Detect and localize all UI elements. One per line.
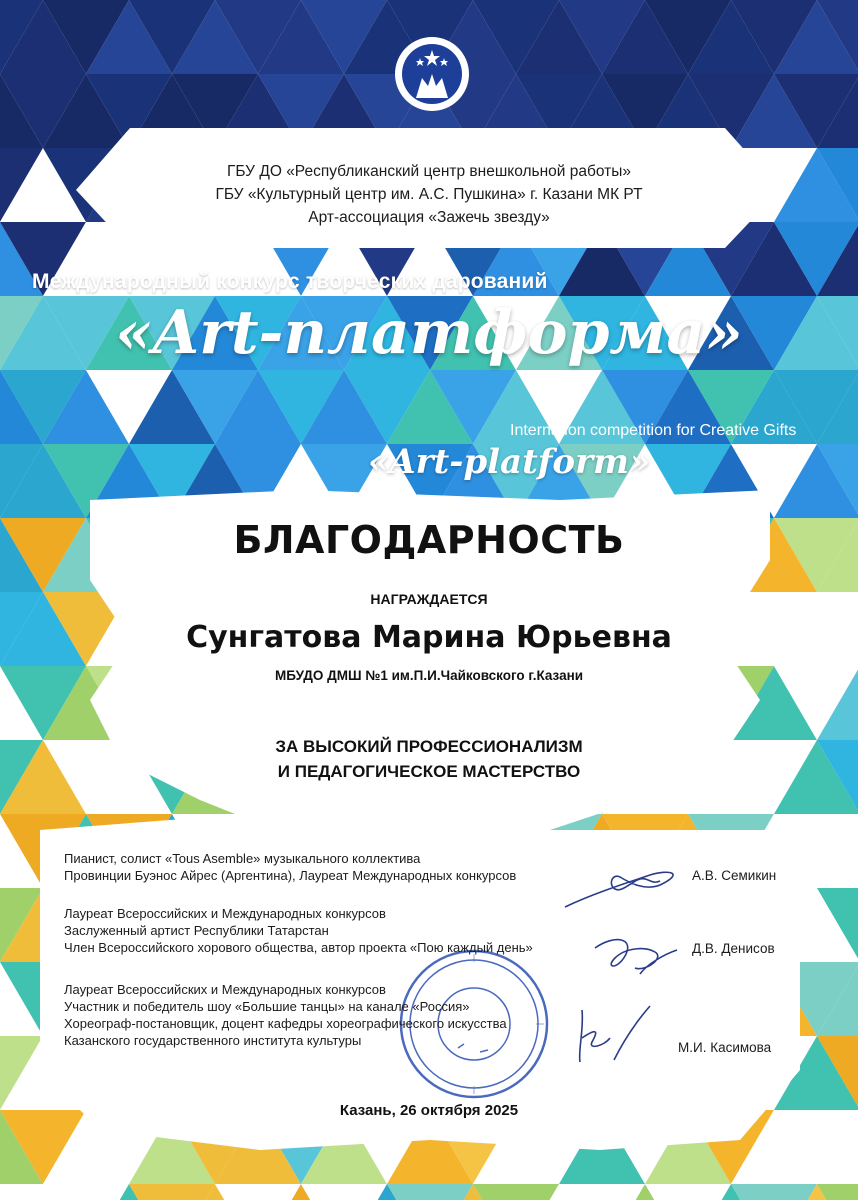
signatory-1-name: А.В. Семикин: [692, 868, 777, 883]
award-reason: [0, 734, 858, 784]
signature-denisov-icon: [585, 928, 685, 984]
credential-line: Член Всероссийского хорового общества, автор проекта «Пою каждый день»: [64, 940, 533, 955]
recipient-name: Сунгатова Марина Юрьевна: [186, 620, 672, 655]
competition-subtitle-en: Internation competition for Creative Gifts: [510, 422, 797, 439]
art-association-star-logo-icon: [392, 34, 472, 114]
background-triangle: [559, 1184, 645, 1200]
signatory-3-name: М.И. Касимова: [678, 1040, 772, 1055]
competition-subtitle-ru: Международный конкурс творческих дарований: [32, 270, 548, 293]
credential-line: Казанского государственного института культуры: [64, 1033, 362, 1048]
organizer-line: ГБУ «Культурный центр им. А.С. Пушкина» г. Казани МК РТ: [215, 186, 643, 203]
place-and-date: Казань, 26 октября 2025: [339, 1102, 519, 1119]
recipient-institution: МБУДО ДМШ №1 им.П.И.Чайковского г.Казани: [274, 668, 584, 683]
award-reason-line: ЗА ВЫСОКИЙ ПРОФЕССИОНАЛИЗМ: [275, 737, 583, 756]
background-triangle: [215, 1184, 301, 1200]
awarded-label: НАГРАЖДАЕТСЯ: [370, 591, 488, 607]
credential-line: Участник и победитель шоу «Большие танцы» на канале «Россия»: [64, 999, 470, 1014]
credential-line: Заслуженный артист Республики Татарстан: [64, 923, 329, 938]
background-triangle: [43, 1184, 129, 1200]
credential-line: Хореограф-постановщик, доцент кафедры хореографического искусства: [64, 1016, 507, 1031]
signature-semikin-icon: [560, 855, 690, 915]
organizer-line: ГБУ ДО «Республиканский центр внешкольной работы»: [226, 163, 632, 180]
credential-line: Пианист, солист «Tous Asemble» музыкального коллектива: [64, 851, 421, 866]
competition-title-en: «Art-platform»: [368, 442, 651, 482]
background-triangle: [645, 1184, 731, 1200]
signatory-2-credentials: [64, 905, 533, 956]
signature-kasimova-icon: [570, 1000, 660, 1070]
background-triangle: [387, 1184, 473, 1200]
background-triangle: [129, 1184, 215, 1200]
signatory-1-credentials: [64, 850, 516, 884]
award-reason-line: И ПЕДАГОГИЧЕСКОЕ МАСТЕРСТВО: [277, 762, 581, 781]
background-triangle: [473, 1184, 559, 1200]
signatory-2-name: Д.В. Денисов: [692, 941, 775, 956]
background-triangle: [301, 1184, 387, 1200]
organizers-block: [0, 160, 858, 229]
credential-line: Лауреат Всероссийских и Международных конкурсов: [64, 906, 386, 921]
certificate-heading: БЛАГОДАРНОСТЬ: [233, 518, 625, 562]
credential-line: Лауреат Всероссийских и Международных конкурсов: [64, 982, 386, 997]
credential-line: Провинции Буэнос Айрес (Аргентина), Лауреат Международных конкурсов: [64, 868, 517, 883]
organizer-line: Арт-ассоциация «Зажечь звезду»: [308, 209, 550, 226]
competition-title-ru: «Art-платформа»: [115, 298, 743, 368]
background-triangle: [731, 1184, 817, 1200]
signatory-3-credentials: [64, 981, 507, 1049]
